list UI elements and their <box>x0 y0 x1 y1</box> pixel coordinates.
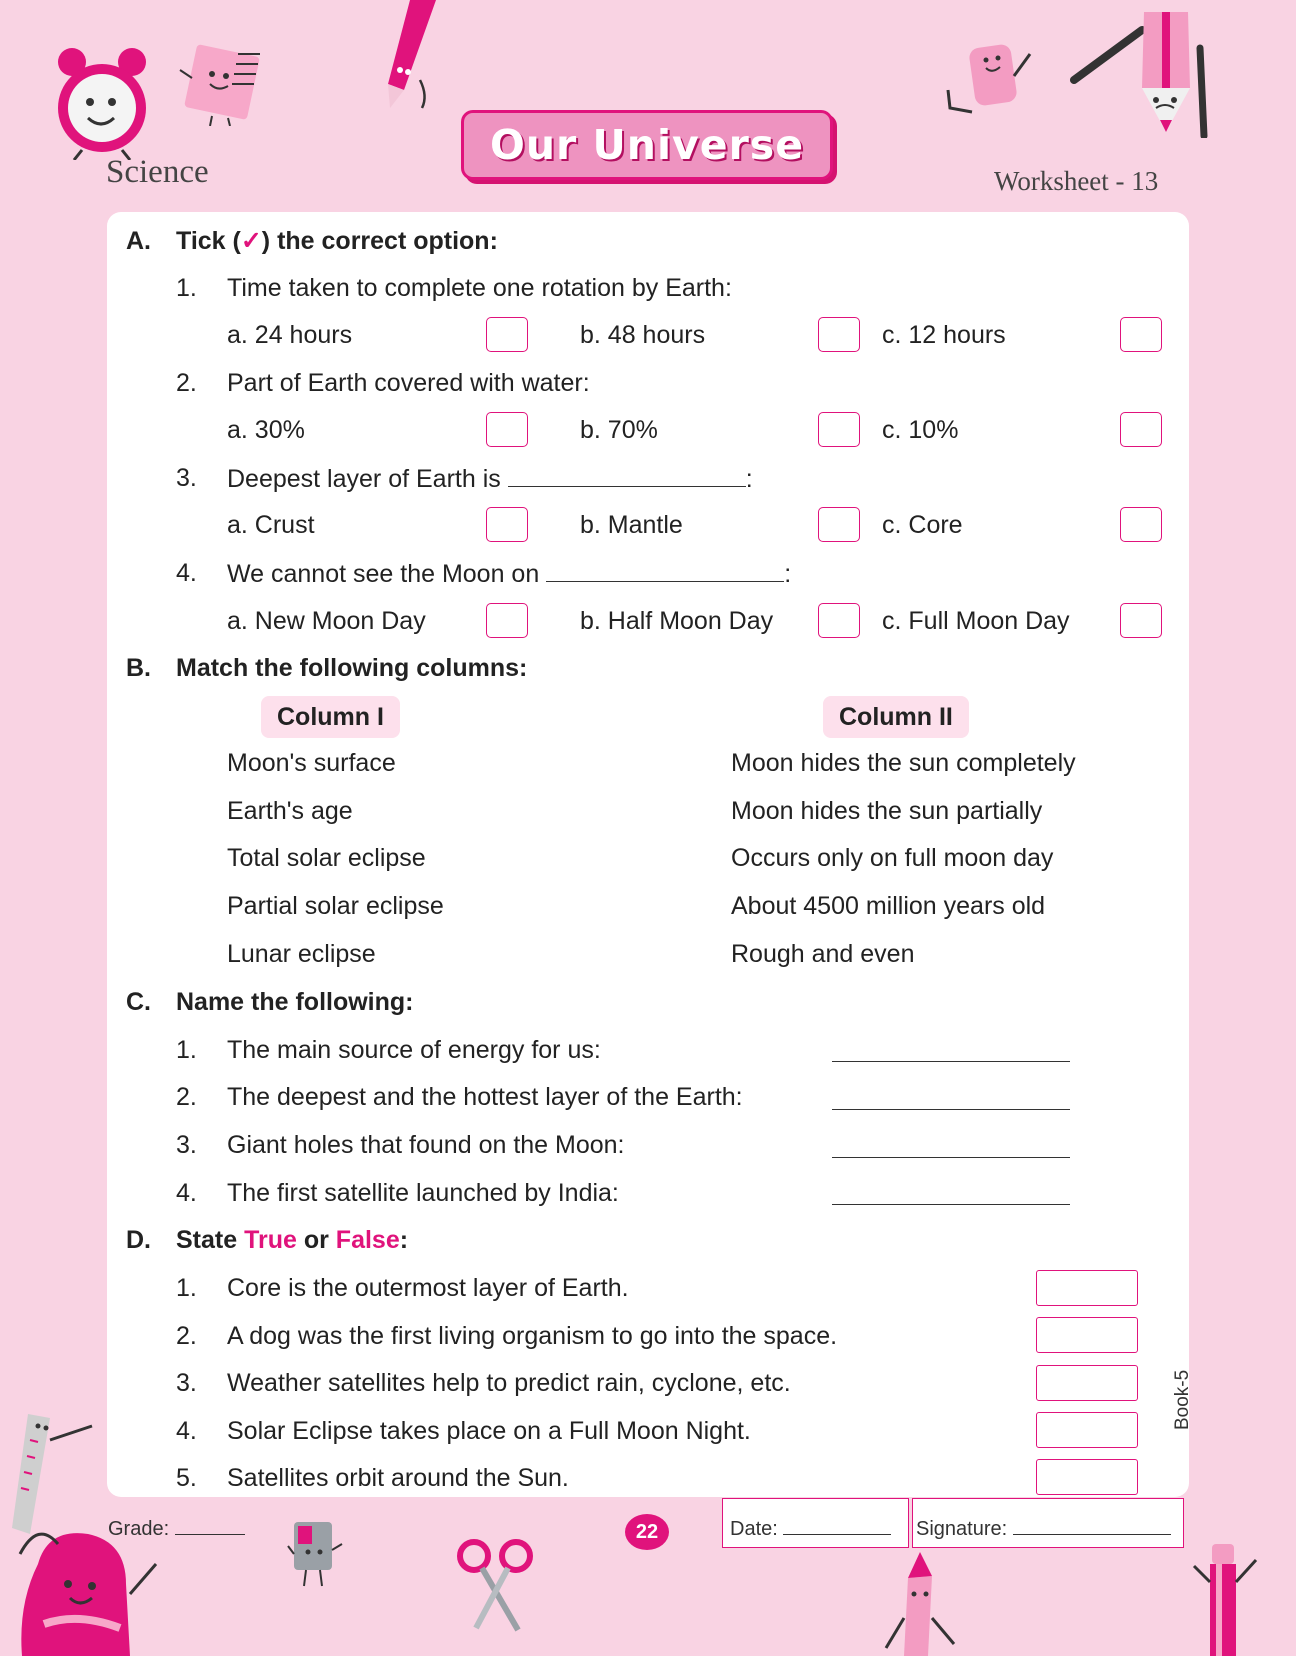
option-checkbox[interactable] <box>1120 507 1162 542</box>
option-checkbox[interactable] <box>486 412 528 447</box>
pencil-character-icon <box>1070 8 1220 138</box>
book-label: Book-5 <box>1172 1369 1193 1430</box>
page-title: Our Universe <box>489 121 805 169</box>
question-number: 1. <box>176 274 197 302</box>
item-number: 3. <box>176 1131 197 1159</box>
true-false-answer-box[interactable] <box>1036 1412 1138 1448</box>
true-false-statement: Solar Eclipse takes place on a Full Moon Night. <box>227 1417 751 1445</box>
question-text: Part of Earth covered with water: <box>227 369 590 397</box>
true-false-answer-box[interactable] <box>1036 1365 1138 1401</box>
true-false-statement: A dog was the first living organism to go into the space. <box>227 1322 838 1350</box>
column-i-item: Lunar eclipse <box>227 940 376 968</box>
signature-label: Signature: <box>916 1518 1008 1540</box>
column-i-item: Moon's surface <box>227 749 396 777</box>
question-text <box>227 558 791 589</box>
answer-blank[interactable] <box>832 1134 1070 1158</box>
option-label: a. 30% <box>227 416 305 444</box>
option-label: a. New Moon Day <box>227 607 426 635</box>
option-label: c. Core <box>882 511 963 539</box>
tick-mark-icon: ✓ <box>240 227 262 255</box>
option-checkbox[interactable] <box>486 603 528 638</box>
section-a-heading-post: ) the correct option: <box>261 227 498 255</box>
true-false-statement: Satellites orbit around the Sun. <box>227 1464 569 1492</box>
name-item-text: The deepest and the hottest layer of the Earth: <box>227 1083 743 1111</box>
brush-icon <box>1190 1538 1262 1656</box>
true-false-answer-box[interactable] <box>1036 1459 1138 1495</box>
item-number: 2. <box>176 1322 197 1350</box>
title-banner <box>461 110 833 180</box>
date-label: Date: <box>730 1518 778 1540</box>
section-d-heading-post: : <box>399 1226 409 1254</box>
option-checkbox[interactable] <box>818 317 860 352</box>
answer-blank[interactable] <box>508 463 746 487</box>
false-word: False <box>335 1226 400 1254</box>
item-number: 5. <box>176 1464 197 1492</box>
column-i-item: Earth's age <box>227 797 353 825</box>
question-number: 2. <box>176 369 197 397</box>
section-b-heading: Match the following columns: <box>176 654 528 682</box>
page-number: 22 <box>625 1514 669 1550</box>
answer-blank[interactable] <box>832 1038 1070 1062</box>
section-c-heading: Name the following: <box>176 988 414 1016</box>
name-item-text: The first satellite launched by India: <box>227 1179 619 1207</box>
column-ii-item: About 4500 million years old <box>731 892 1046 920</box>
answer-blank[interactable] <box>546 558 784 582</box>
item-number: 4. <box>176 1417 197 1445</box>
option-label: b. Half Moon Day <box>580 607 774 635</box>
scissors-icon <box>456 1536 536 1636</box>
true-false-answer-box[interactable] <box>1036 1270 1138 1306</box>
column-ii-item: Moon hides the sun completely <box>731 749 1076 777</box>
item-number: 2. <box>176 1083 197 1111</box>
question-colon: : <box>745 465 753 493</box>
option-checkbox[interactable] <box>486 317 528 352</box>
option-checkbox[interactable] <box>1120 412 1162 447</box>
section-letter-d: D. <box>126 1226 151 1254</box>
bag-icon <box>8 1524 158 1656</box>
item-number: 1. <box>176 1274 197 1302</box>
alarm-clock-icon <box>52 40 152 160</box>
question-text-content: We cannot see the Moon on <box>227 560 540 588</box>
column-ii-item: Moon hides the sun partially <box>731 797 1043 825</box>
question-text: Time taken to complete one rotation by Earth: <box>227 274 732 302</box>
answer-blank[interactable] <box>832 1181 1070 1205</box>
date-blank[interactable] <box>783 1517 891 1535</box>
item-number: 1. <box>176 1036 197 1064</box>
ruler-icon <box>8 1410 94 1536</box>
option-checkbox[interactable] <box>818 412 860 447</box>
option-checkbox[interactable] <box>486 507 528 542</box>
column-ii-item: Occurs only on full moon day <box>731 844 1054 872</box>
true-word: True <box>244 1226 297 1254</box>
pencil-icon <box>380 0 450 112</box>
option-label: b. 70% <box>580 416 658 444</box>
signature-blank[interactable] <box>1013 1517 1171 1535</box>
or-word: or <box>296 1226 336 1254</box>
eraser-icon <box>944 40 1032 122</box>
subject-label: Science <box>106 154 209 190</box>
question-text-content: Deepest layer of Earth is <box>227 465 501 493</box>
item-number: 3. <box>176 1369 197 1397</box>
item-number: 4. <box>176 1179 197 1207</box>
option-label: a. 24 hours <box>227 321 353 349</box>
section-a-heading-pre: Tick ( <box>176 227 241 255</box>
option-checkbox[interactable] <box>1120 603 1162 638</box>
column-i-item: Total solar eclipse <box>227 844 426 872</box>
section-a-heading <box>176 226 498 256</box>
column-ii-header: Column II <box>823 696 969 738</box>
option-checkbox[interactable] <box>1120 317 1162 352</box>
option-label: c. 12 hours <box>882 321 1006 349</box>
question-text <box>227 463 753 494</box>
column-i-item: Partial solar eclipse <box>227 892 444 920</box>
option-checkbox[interactable] <box>818 507 860 542</box>
question-colon: : <box>784 560 792 588</box>
pen-icon <box>880 1548 960 1656</box>
sharpener-icon <box>284 1520 346 1590</box>
name-item-text: The main source of energy for us: <box>227 1036 601 1064</box>
true-false-statement: Core is the outermost layer of Earth. <box>227 1274 629 1302</box>
section-d-heading <box>176 1225 408 1255</box>
answer-blank[interactable] <box>832 1086 1070 1110</box>
name-item-text: Giant holes that found on the Moon: <box>227 1131 625 1159</box>
signature-field <box>916 1517 1171 1541</box>
question-number: 4. <box>176 559 197 587</box>
column-i-header: Column I <box>261 696 400 738</box>
true-false-statement: Weather satellites help to predict rain, cyclone, etc. <box>227 1369 791 1397</box>
date-field <box>730 1517 891 1541</box>
option-label: b. Mantle <box>580 511 683 539</box>
true-false-answer-box[interactable] <box>1036 1317 1138 1353</box>
section-letter-c: C. <box>126 988 151 1016</box>
section-letter-a: A. <box>126 227 151 255</box>
grade-label: Grade: <box>108 1518 170 1540</box>
grade-blank[interactable] <box>175 1517 245 1535</box>
section-letter-b: B. <box>126 654 151 682</box>
worksheet-number: Worksheet - 13 <box>994 166 1159 196</box>
question-number: 3. <box>176 464 197 492</box>
option-checkbox[interactable] <box>818 603 860 638</box>
option-label: b. 48 hours <box>580 321 706 349</box>
option-label: c. 10% <box>882 416 959 444</box>
notepad-icon <box>176 44 268 126</box>
option-label: a. Crust <box>227 511 315 539</box>
column-ii-item: Rough and even <box>731 940 915 968</box>
section-d-heading-pre: State <box>176 1226 245 1254</box>
option-label: c. Full Moon Day <box>882 607 1070 635</box>
